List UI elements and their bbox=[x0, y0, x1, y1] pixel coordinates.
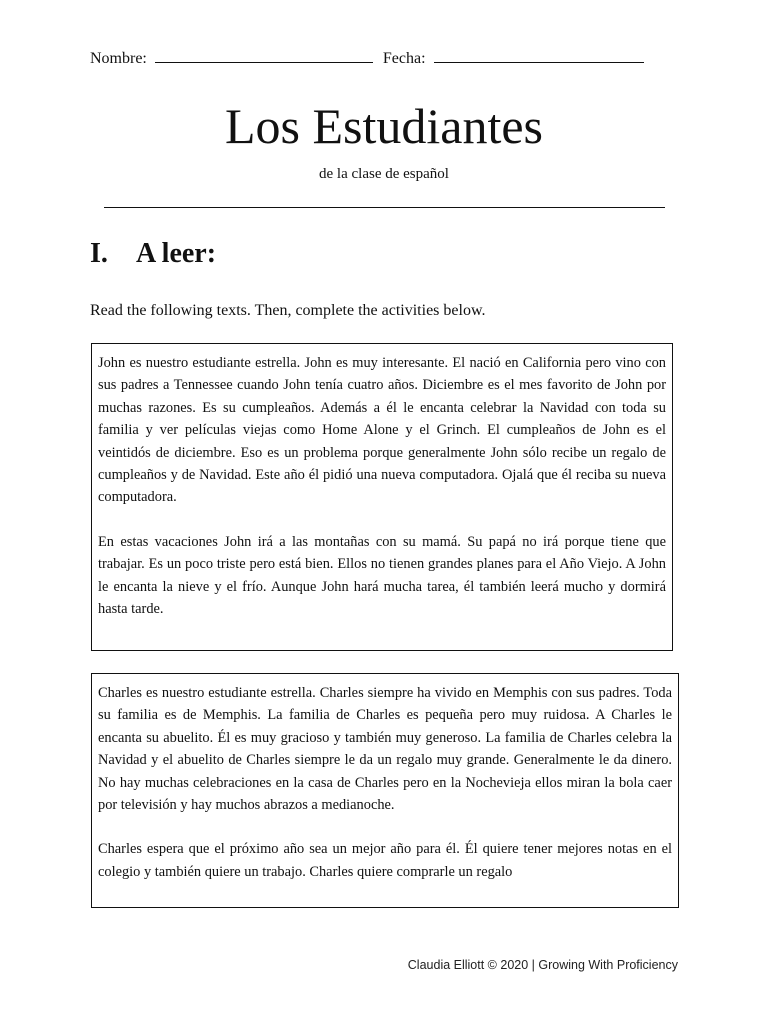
divider bbox=[104, 207, 665, 208]
footer-credit: Claudia Elliott © 2020 | Growing With Proficiency bbox=[407, 958, 678, 972]
paragraph: Charles espera que el próximo año sea un mejor año para él. Él quiere tener mejores notas en el colegio y también quiere un trabajo. Charles quiere comprarle un regalo bbox=[98, 841, 672, 880]
date-label: Fecha: bbox=[382, 50, 426, 67]
page-subtitle: de la clase de español bbox=[319, 166, 449, 182]
name-date-line bbox=[90, 48, 644, 68]
section-number: I. bbox=[90, 238, 108, 269]
section-heading bbox=[90, 238, 216, 270]
instructions: Read the following texts. Then, complete the activities below. bbox=[90, 302, 486, 319]
name-blank[interactable] bbox=[155, 48, 373, 63]
paragraph: John es nuestro estudiante estrella. John es muy interesante. El nació en California pero vino con sus padres a Tennessee cuando John tenía cuatro años. Diciembre es el mes favorito de John por muchas razones. Es su cumpleaños. Además a él le encanta celebrar la Navidad con toda su familia y ver películas viejas como Home Alone y el Grinch. El cumpleaños de John es el veintidós de diciembre. Eso es un problema porque generalmente John sólo recibe un regalo de cumpleaños y de Navidad. Este año él pidió una nueva computadora. Ojalá que él reciba su nueva computadora. bbox=[98, 355, 666, 506]
reading-text-charles bbox=[91, 673, 679, 908]
name-label: Nombre: bbox=[90, 50, 147, 67]
date-blank[interactable] bbox=[434, 48, 644, 63]
paragraph: En estas vacaciones John irá a las montañas con su mamá. Su papá no irá porque tiene que trabajar. Es un poco triste pero está bien. Ellos no tienen grandes planes para el Año Viejo. A John le encanta la nieve y el frío. Aunque John hará mucha tarea, él también leerá mucho y dormirá hasta tarde. bbox=[98, 533, 666, 618]
paragraph: Charles es nuestro estudiante estrella. Charles siempre ha vivido en Memphis con sus padres. Toda su familia es de Memphis. La familia de Charles es pequeña pero muy ruidosa. A Charles le encanta su abuelito. Él es muy gracioso y también muy generoso. La familia de Charles celebra la Navidad y el abuelito de Charles siempre le da un regalo muy grande. Generalmente le da dinero. No hay muchas celebraciones en la casa de Charles pero en la Nochevieja ellos miran la bola caer por televisión y hay muchos abrazos a medianoche. bbox=[98, 685, 672, 814]
section-title: A leer: bbox=[136, 238, 217, 269]
page-title: Los Estudiantes bbox=[224, 98, 544, 154]
reading-text-john bbox=[91, 343, 673, 651]
